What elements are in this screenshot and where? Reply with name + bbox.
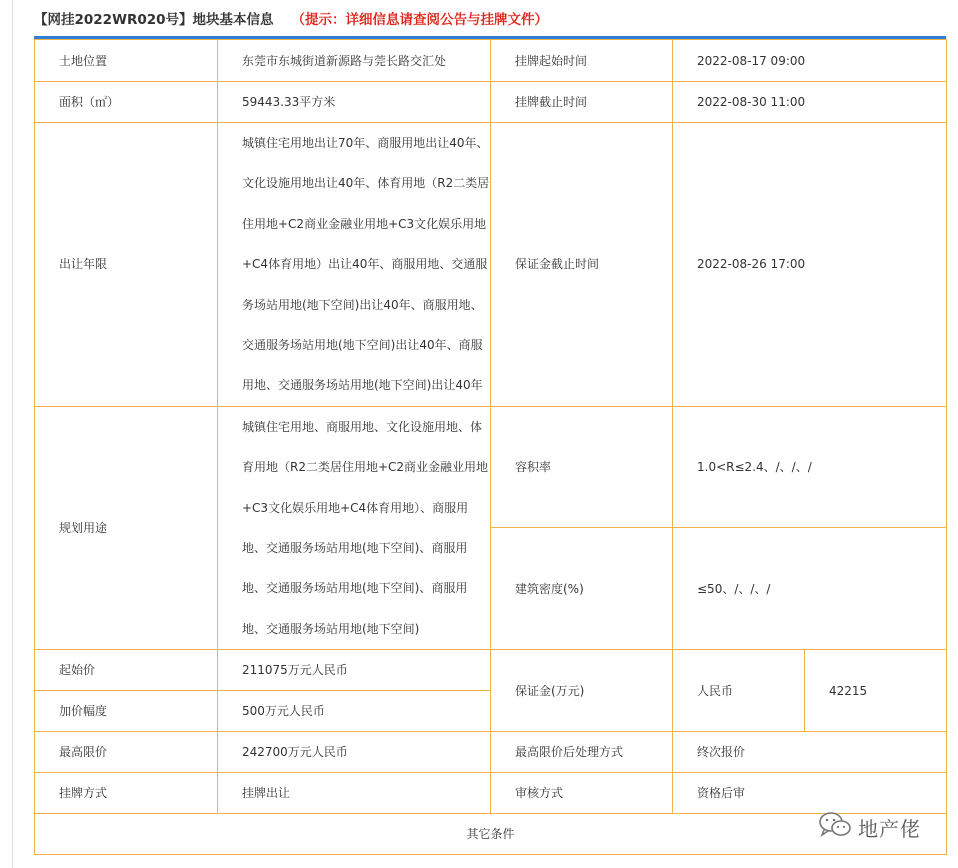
deposit-label: 保证金(万元)	[491, 650, 673, 732]
use-line: +C3文化娱乐用地+C4体育用地）、商服用	[242, 500, 469, 515]
term-line: 用地、交通服务场站用地(地下空间)出让40年	[242, 378, 483, 393]
listing-start-value: 2022-08-17 09:00	[673, 40, 947, 82]
table-row	[35, 123, 947, 407]
increment-label: 加价幅度	[35, 691, 218, 732]
area-label: 面积（㎡）	[35, 82, 218, 123]
use-line: 地、交通服务场站用地(地下空间)	[242, 621, 420, 636]
area-value: 59443.33平方米	[218, 82, 491, 123]
listing-start-label: 挂牌起始时间	[491, 40, 673, 82]
start-price-value: 211075万元人民币	[218, 650, 491, 691]
term-line: +C4体育用地）出让40年、商服用地、交通服	[242, 257, 488, 272]
land-info-table	[34, 39, 947, 855]
term-line: 交通服务场站用地(地下空间)出让40年、商服	[242, 338, 483, 353]
table-row	[35, 732, 947, 773]
review-method-label: 审核方式	[491, 773, 673, 814]
far-value: 1.0<R≤2.4、/、/、/	[673, 406, 947, 527]
table-row	[35, 814, 947, 855]
deposit-deadline-label: 保证金截止时间	[491, 123, 673, 407]
use-line: 城镇住宅用地、商服用地、文化设施用地、体	[242, 419, 483, 434]
watermark-label: 地产佬	[858, 816, 921, 841]
listing-end-label: 挂牌截止时间	[491, 82, 673, 123]
location-label: 土地位置	[35, 40, 218, 82]
increment-value: 500万元人民币	[218, 691, 491, 732]
term-line: 务场站用地(地下空间)出让40年、商服用地、	[242, 297, 483, 312]
far-label: 容积率	[491, 406, 673, 527]
term-line: 住用地+C2商业金融业用地+C3文化娱乐用地	[242, 216, 487, 231]
deposit-deadline-value: 2022-08-26 17:00	[673, 123, 947, 407]
max-price-handling-label: 最高限价后处理方式	[491, 732, 673, 773]
use-line: 地、交通服务场站用地(地下空间)、商服用	[242, 541, 468, 556]
deposit-currency: 人民币	[673, 650, 805, 732]
table-row	[35, 650, 947, 691]
table-row	[35, 82, 947, 123]
other-conditions: 其它条件	[35, 814, 947, 855]
density-value: ≤50、/、/、/	[673, 528, 947, 650]
listing-method-value: 挂牌出让	[218, 773, 491, 814]
table-row	[35, 406, 947, 527]
term-line: 城镇住宅用地出让70年、商服用地出让40年、	[242, 136, 489, 150]
use-line: 育用地（R2二类居住用地+C2商业金融业用地	[242, 460, 489, 475]
table-row	[35, 773, 947, 814]
page-header	[34, 6, 548, 30]
max-price-label: 最高限价	[35, 732, 218, 773]
use-value	[218, 406, 491, 649]
term-value	[218, 123, 491, 407]
use-line: 地、交通服务场站用地(地下空间)、商服用	[242, 581, 468, 596]
wechat-icon	[818, 811, 852, 843]
use-label: 规划用途	[35, 406, 218, 649]
page-title: 【网挂2022WR020号】地块基本信息	[34, 12, 274, 28]
listing-end-value: 2022-08-30 11:00	[673, 82, 947, 123]
density-label: 建筑密度(%)	[491, 528, 673, 650]
deposit-amount: 42215	[805, 650, 947, 732]
location-value: 东莞市东城街道新源路与莞长路交汇处	[218, 40, 491, 82]
max-price-handling-value: 终次报价	[673, 732, 947, 773]
left-border	[12, 0, 13, 868]
table-row	[35, 40, 947, 82]
listing-method-label: 挂牌方式	[35, 773, 218, 814]
notice-tip: （提示：详细信息请查阅公告与挂牌文件）	[291, 12, 549, 28]
start-price-label: 起始价	[35, 650, 218, 691]
review-method-value: 资格后审	[673, 773, 947, 814]
watermark	[818, 810, 921, 844]
term-label: 出让年限	[35, 123, 218, 407]
max-price-value: 242700万元人民币	[218, 732, 491, 773]
term-line: 文化设施用地出让40年、体育用地（R2二类居	[242, 176, 490, 191]
